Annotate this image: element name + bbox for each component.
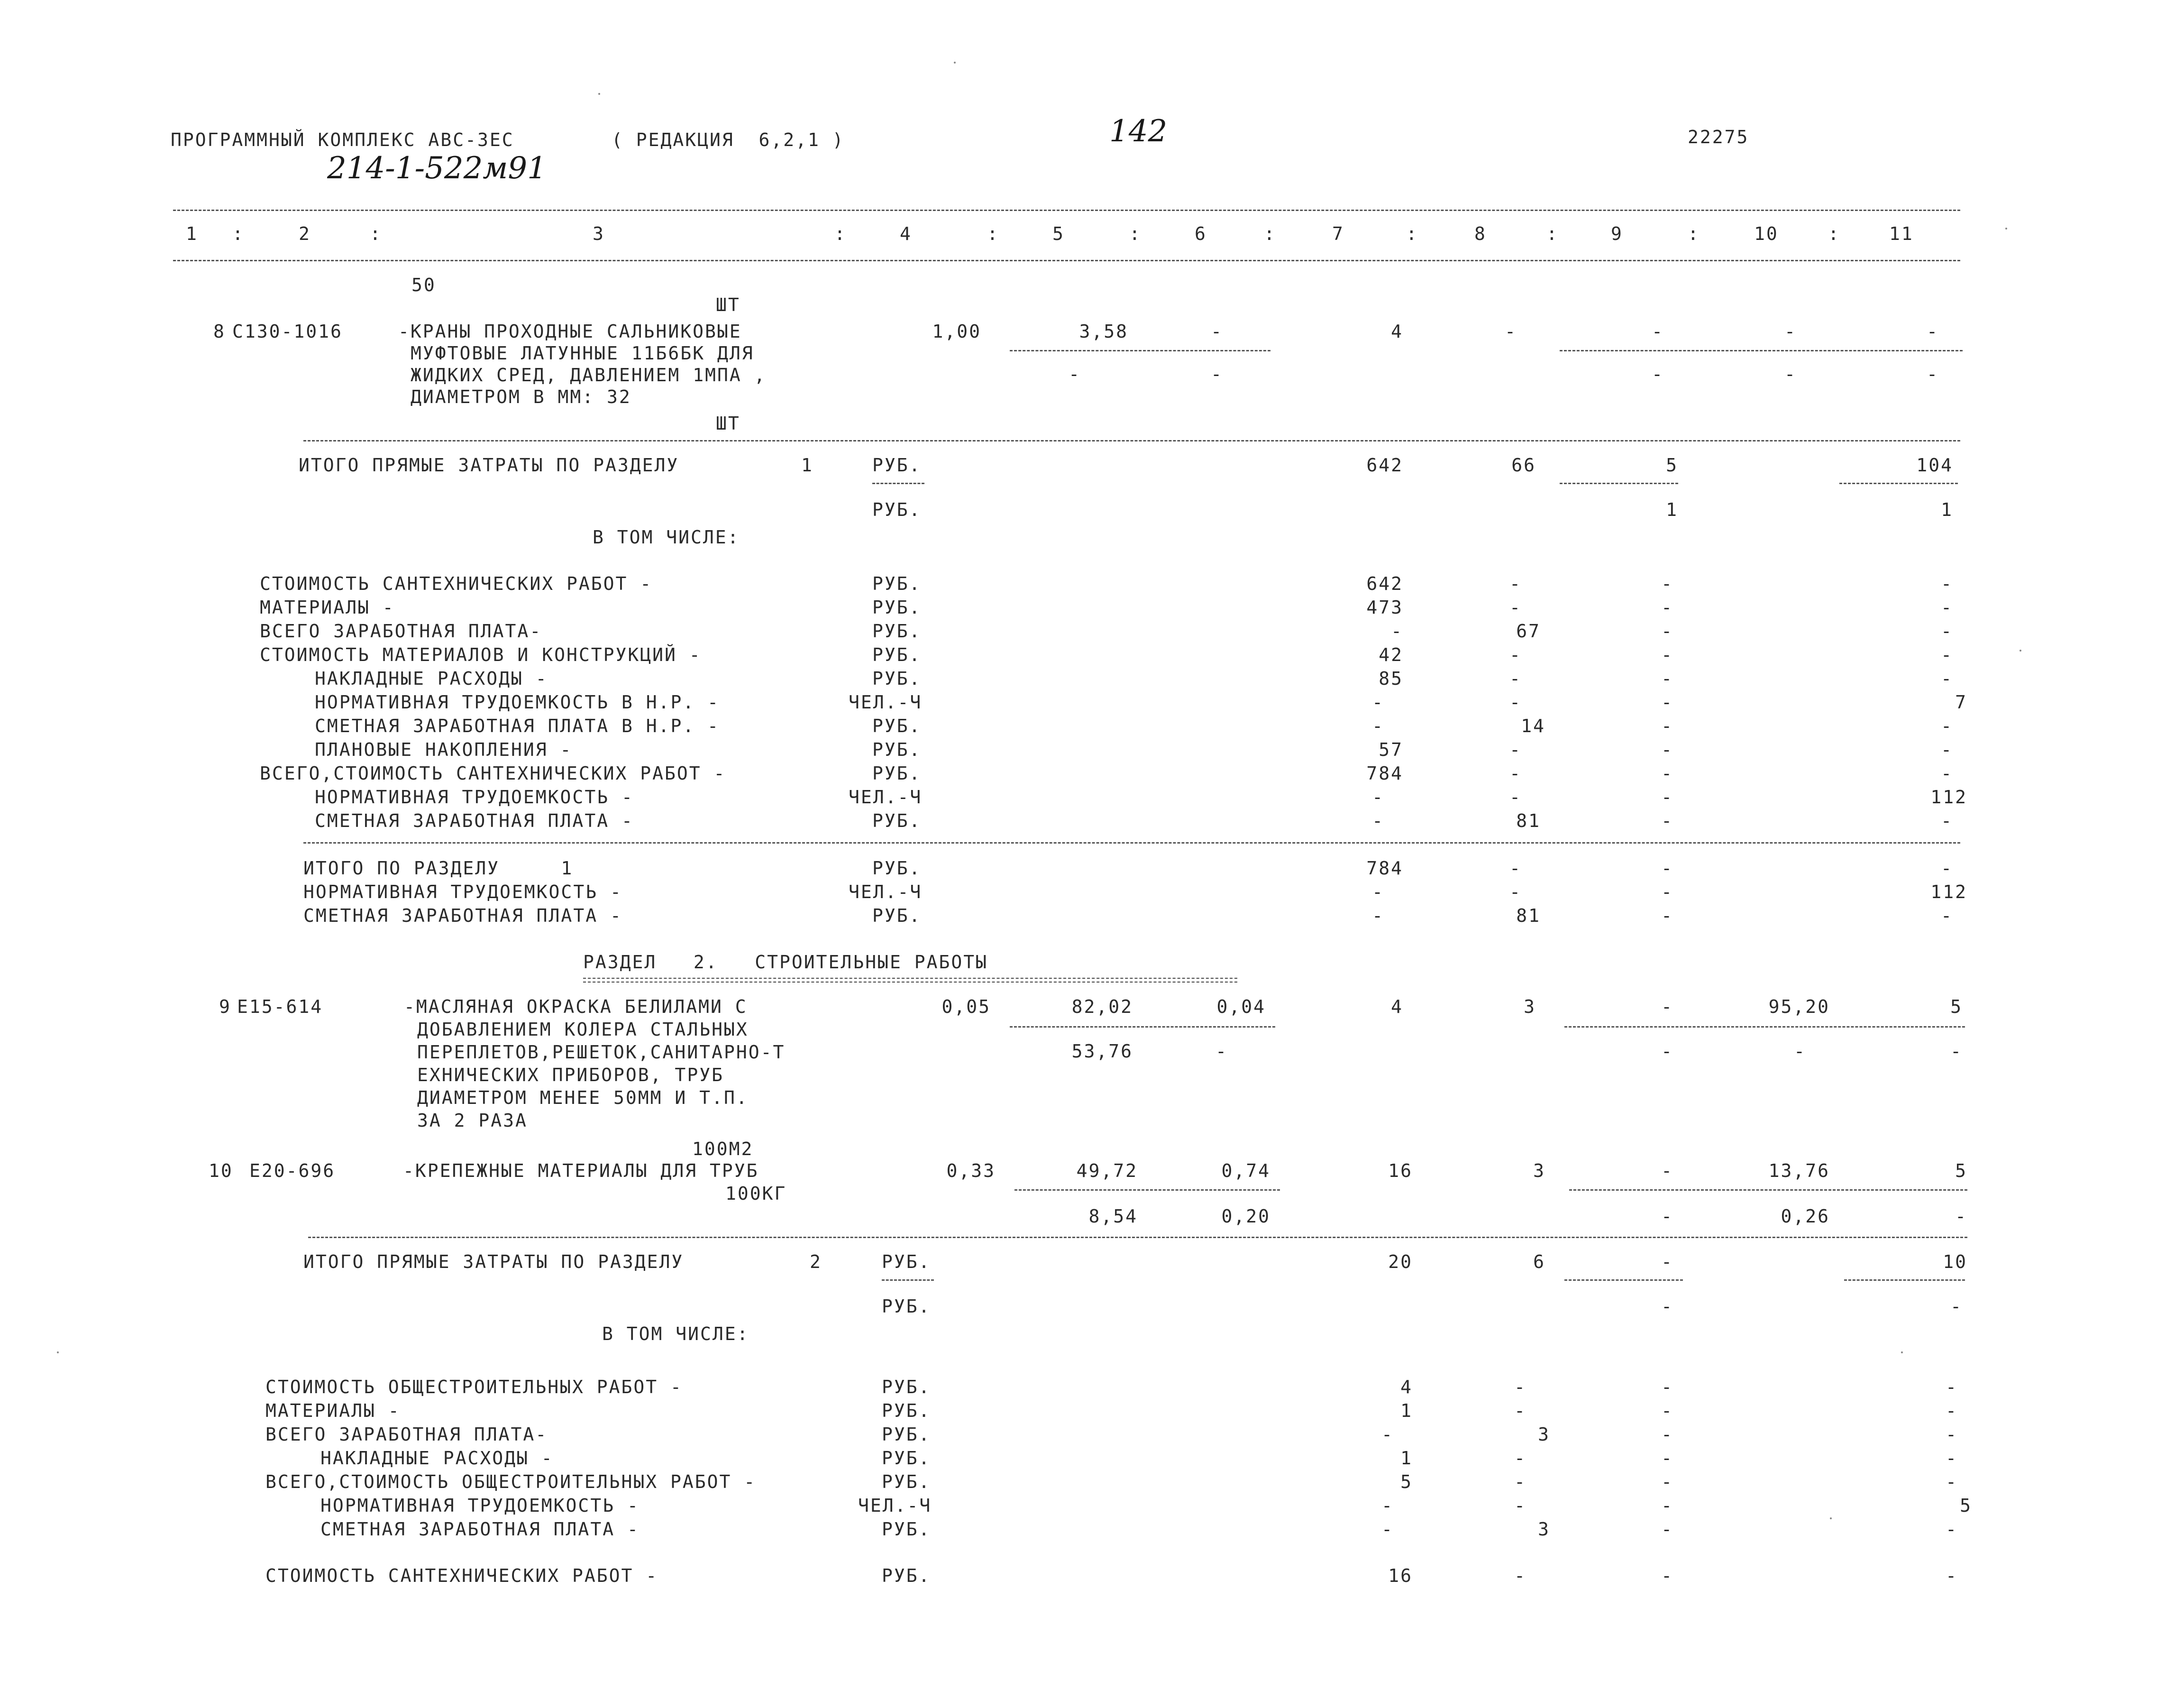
col-6: 6 [1195,223,1207,244]
row-c7: 784 [1366,858,1403,879]
row-c8: - [1514,1448,1526,1469]
row-label: СТОИМОСТЬ ОБЩЕСТРОИТЕЛЬНЫХ РАБОТ - [265,1377,683,1397]
item-desc-line: -КРАНЫ ПРОХОДНЫЕ САЛЬНИКОВЫЕ [398,321,742,342]
page-number: 142 [1109,114,1168,149]
row-c8: 67 [1516,621,1541,642]
row-c7: 85 [1379,668,1403,689]
total-unit: РУБ. [872,455,922,476]
total-c9b: 1 [1666,499,1678,520]
section-rule [308,1237,1967,1238]
item-c11: 5 [1950,996,1963,1017]
row-label: СТОИМОСТЬ МАТЕРИАЛОВ И КОНСТРУКЦИЙ - [260,644,702,665]
section-2-title: РАЗДЕЛ 2. СТРОИТЕЛЬНЫЕ РАБОТЫ [583,952,988,973]
row-c7: 16 [1388,1565,1413,1586]
item-row2-c5: 53,76 [1071,1041,1133,1062]
row-c9: - [1661,787,1673,808]
item-desc-line: -МАСЛЯНАЯ ОКРАСКА БЕЛИЛАМИ С [404,996,748,1017]
item-row2-c11: - [1955,1206,1967,1227]
item-qty: 0,33 [946,1160,996,1181]
item-desc-line: ПЕРЕПЛЕТОВ,РЕШЕТОК,САНИТАРНО-Т [417,1042,786,1063]
sub-rule [882,1279,934,1281]
item-price: 49,72 [1076,1160,1138,1181]
item-row2-c10: - [1794,1041,1806,1062]
row-c11: - [1941,716,1953,736]
total-c9b: - [1661,1296,1673,1317]
row-c7: - [1381,1424,1394,1445]
including-label: В ТОМ ЧИСЛЕ: [593,527,740,548]
row-c8: - [1509,573,1522,594]
row-unit: РУБ. [872,716,922,736]
item-row2-c5: 8,54 [1088,1206,1138,1227]
row-c9: - [1661,905,1673,926]
scan-speck [598,93,600,95]
sub-rule [1564,1026,1965,1028]
col-1: 1 [186,223,198,244]
col-10: 10 [1754,223,1779,244]
item-c6: - [1211,321,1223,342]
row-c11: 5 [1960,1495,1972,1516]
row-c11: 7 [1955,692,1967,713]
item-c9: - [1661,1160,1673,1181]
total-c9: - [1661,1251,1673,1272]
row-label: НАКЛАДНЫЕ РАСХОДЫ - [320,1448,554,1469]
row-c7: 1 [1400,1400,1413,1421]
scan-speck [1830,1517,1832,1519]
row-c7: 4 [1400,1377,1413,1397]
document-number: 22275 [1688,127,1749,147]
sub-rule [1560,350,1963,351]
sub-rule [1014,1189,1280,1191]
row-c7: - [1381,1495,1394,1516]
row-c11: - [1946,1400,1958,1421]
row-unit: РУБ. [882,1565,931,1586]
col-sep: : [232,223,245,244]
item-c7: 4 [1391,996,1403,1017]
row-c9: - [1661,692,1673,713]
row-c9: - [1661,716,1673,736]
row-c8: - [1514,1471,1526,1492]
col-9: 9 [1611,223,1623,244]
item-price: 3,58 [1079,321,1128,342]
row-label: ВСЕГО ЗАРАБОТНАЯ ПЛАТА- [265,1424,548,1445]
row-c11: - [1941,644,1953,665]
row-label: НОРМАТИВНАЯ ТРУДОЕМКОСТЬ В Н.Р. - [315,692,720,713]
item-desc-line: ЕХНИЧЕСКИХ ПРИБОРОВ, ТРУБ [417,1065,724,1085]
item-c8: - [1505,321,1517,342]
scan-speck [2020,650,2021,652]
item-row2-c6: - [1211,364,1223,385]
total-c11b: - [1950,1296,1963,1317]
program-title: ПРОГРАММНЫЙ КОМПЛЕКС АВС-3ЕС [171,129,514,150]
col-sep: : [1688,223,1700,244]
row-label: НОРМАТИВНАЯ ТРУДОЕМКОСТЬ - [320,1495,640,1516]
row-label: ПЛАНОВЫЕ НАКОПЛЕНИЯ - [315,739,573,760]
row-c9: - [1661,644,1673,665]
item-desc-line: ЗА 2 РАЗА [417,1110,528,1131]
col-2: 2 [299,223,311,244]
total-c7: 642 [1366,455,1403,476]
item-row2-c9: - [1652,364,1664,385]
item-row2-c5: - [1069,364,1081,385]
row-c7: - [1372,882,1384,902]
item-row2-c9: - [1661,1206,1673,1227]
total-unit-2: РУБ. [872,499,922,520]
item-c10: 95,20 [1768,996,1830,1017]
item-desc-line: ДИАМЕТРОМ МЕНЕЕ 50ММ И Т.П. [417,1087,749,1108]
row-c7: 642 [1366,573,1403,594]
sub-rule [1569,1189,1967,1191]
row-label: СТОИМОСТЬ САНТЕХНИЧЕСКИХ РАБОТ - [265,1565,658,1586]
row-c7: - [1372,810,1384,831]
row-unit: ЧЕЛ.-Ч [849,787,923,808]
section-rule [303,440,1960,441]
item-code: Е15-614 [237,996,323,1017]
row-c11: - [1941,621,1953,642]
sub-rule [1010,350,1270,351]
row-c9: - [1661,739,1673,760]
row-unit: РУБ. [872,644,922,665]
row-c8: - [1509,644,1522,665]
carry-unit: ШТ [716,294,740,315]
item-code: Е20-696 [249,1160,336,1181]
item-num: 10 [209,1160,233,1181]
row-c9: - [1661,1565,1673,1586]
col-sep: : [1828,223,1840,244]
scan-speck [954,62,956,64]
item-desc-line: ДОБАВЛЕНИЕМ КОЛЕРА СТАЛЬНЫХ [417,1019,749,1040]
row-c9: - [1661,1377,1673,1397]
row-label: СМЕТНАЯ ЗАРАБОТНАЯ ПЛАТА - [303,905,622,926]
total-unit: РУБ. [882,1251,931,1272]
col-5: 5 [1052,223,1065,244]
row-c8: - [1509,692,1522,713]
row-c11: - [1946,1377,1958,1397]
item-row2-c11: - [1927,364,1939,385]
row-c11: - [1941,597,1953,618]
row-unit: РУБ. [872,597,922,618]
row-label: НОРМАТИВНАЯ ТРУДОЕМКОСТЬ - [315,787,634,808]
header-rule-bottom [173,260,1960,261]
row-c11: - [1946,1519,1958,1540]
row-c9: - [1661,1495,1673,1516]
sub-rule [872,483,924,484]
row-unit: ЧЕЛ.-Ч [849,692,923,713]
row-c8: - [1509,882,1522,902]
row-c8: - [1514,1565,1526,1586]
row-c7: - [1381,1519,1394,1540]
item-c6: 0,04 [1216,996,1266,1017]
row-c9: - [1661,573,1673,594]
total-c11: 10 [1943,1251,1967,1272]
total-section-num: 2 [810,1251,822,1272]
row-unit: РУБ. [872,858,922,879]
col-4: 4 [900,223,912,244]
row-label: СМЕТНАЯ ЗАРАБОТНАЯ ПЛАТА В Н.Р. - [315,716,720,736]
sub-rule [1839,483,1958,484]
item-c11: - [1927,321,1939,342]
col-7: 7 [1332,223,1344,244]
row-c9: - [1661,882,1673,902]
item-c11: 5 [1955,1160,1967,1181]
total-c9: 5 [1666,455,1678,476]
row-c9: - [1661,763,1673,784]
row-c8: 81 [1516,810,1541,831]
sub-rule [1564,1279,1683,1281]
row-c8: - [1514,1400,1526,1421]
row-c9: - [1661,1424,1673,1445]
row-unit: ЧЕЛ.-Ч [849,882,923,902]
total-label: ИТОГО ПРЯМЫЕ ЗАТРАТЫ ПО РАЗДЕЛУ [299,455,679,476]
row-c9: - [1661,1400,1673,1421]
item-c7: 16 [1388,1160,1413,1181]
row-label: МАТЕРИАЛЫ - [260,597,395,618]
col-sep: : [1264,223,1276,244]
row-c8: - [1514,1377,1526,1397]
item-desc-line: ЖИДКИХ СРЕД, ДАВЛЕНИЕМ 1МПА , [411,365,767,386]
row-c7: 5 [1400,1471,1413,1492]
row-c8: - [1514,1495,1526,1516]
scan-speck [1901,1351,1903,1353]
item-desc-line: -КРЕПЕЖНЫЕ МАТЕРИАЛЫ ДЛЯ ТРУБ [403,1160,759,1181]
section-rule [303,842,1960,844]
item-row2-c6: 0,20 [1221,1206,1270,1227]
total-c8: 66 [1511,455,1536,476]
row-c8: 3 [1538,1424,1550,1445]
row-label: СМЕТНАЯ ЗАРАБОТНАЯ ПЛАТА - [315,810,634,831]
row-c7: - [1372,905,1384,926]
item-qty: 1,00 [932,321,981,342]
col-sep: : [1546,223,1559,244]
sub-rule [1010,1026,1275,1028]
item-c10: 13,76 [1768,1160,1830,1181]
item-unit: 100М2 [692,1139,754,1159]
row-label: СТОИМОСТЬ САНТЕХНИЧЕСКИХ РАБОТ - [260,573,653,594]
row-c9: - [1661,1448,1673,1469]
row-c11: - [1941,763,1953,784]
row-label: ВСЕГО,СТОИМОСТЬ САНТЕХНИЧЕСКИХ РАБОТ - [260,763,726,784]
row-c7: - [1391,621,1403,642]
row-label: СМЕТНАЯ ЗАРАБОТНАЯ ПЛАТА - [320,1519,640,1540]
item-c10: - [1784,321,1797,342]
total-section-num: 1 [801,455,813,476]
item-row2-c11: - [1950,1041,1963,1062]
total-c8: 6 [1533,1251,1545,1272]
col-8: 8 [1474,223,1487,244]
row-unit: РУБ. [872,810,922,831]
row-c8: 3 [1538,1519,1550,1540]
row-unit: РУБ. [872,573,922,594]
item-desc-line: ДИАМЕТРОМ В ММ: 32 [411,386,631,407]
row-unit: РУБ. [882,1448,931,1469]
row-unit: РУБ. [872,905,922,926]
item-c9: - [1661,996,1673,1017]
row-c11: - [1946,1471,1958,1492]
row-c8: - [1509,597,1522,618]
edition-label: ( РЕДАКЦИЯ 6,2,1 ) [612,129,845,150]
row-c8: 81 [1516,905,1541,926]
title-underline [583,978,1237,983]
sub-rule [1844,1279,1965,1281]
row-unit: РУБ. [882,1471,931,1492]
row-c11: 112 [1930,882,1967,902]
row-c9: - [1661,1519,1673,1540]
item-row2-c10: 0,26 [1781,1206,1830,1227]
row-unit: РУБ. [872,668,922,689]
row-unit: РУБ. [882,1519,931,1540]
row-unit: РУБ. [882,1424,931,1445]
row-c11: - [1946,1448,1958,1469]
item-row2-c9: - [1661,1041,1673,1062]
row-c7: 784 [1366,763,1403,784]
item-row2-c10: - [1784,364,1797,385]
row-c11: - [1946,1565,1958,1586]
row-c8: - [1509,858,1522,879]
row-c7: 1 [1400,1448,1413,1469]
handwritten-code: 214-1-522м91 [327,151,547,186]
row-unit: РУБ. [872,621,922,642]
item-desc-line: МУФТОВЫЕ ЛАТУННЫЕ 11Б6БК ДЛЯ [411,343,754,364]
item-c6: 0,74 [1221,1160,1270,1181]
header-rule-top [173,210,1960,211]
carry-number: 50 [411,275,436,295]
item-price: 82,02 [1071,996,1133,1017]
including-label: В ТОМ ЧИСЛЕ: [602,1323,749,1344]
row-c11: - [1941,858,1953,879]
row-c8: - [1509,739,1522,760]
row-label: ИТОГО ПО РАЗДЕЛУ 1 [303,858,574,879]
item-unit: 100КГ [725,1183,787,1204]
row-c7: 473 [1366,597,1403,618]
row-c7: - [1372,787,1384,808]
row-c7: 42 [1379,644,1403,665]
row-c11: - [1941,905,1953,926]
item-qty: 0,05 [941,996,991,1017]
total-c11: 104 [1916,455,1953,476]
row-c11: - [1941,739,1953,760]
row-c8: - [1509,787,1522,808]
total-label: ИТОГО ПРЯМЫЕ ЗАТРАТЫ ПО РАЗДЕЛУ [303,1251,684,1272]
item-num: 8 [213,321,226,342]
row-label: ВСЕГО,СТОИМОСТЬ ОБЩЕСТРОИТЕЛЬНЫХ РАБОТ - [265,1471,757,1492]
row-c7: - [1372,692,1384,713]
row-c8: - [1509,668,1522,689]
row-c9: - [1661,1471,1673,1492]
item-c8: 3 [1533,1160,1545,1181]
row-unit: РУБ. [872,763,922,784]
row-c9: - [1661,597,1673,618]
row-unit: РУБ. [872,739,922,760]
row-c9: - [1661,858,1673,879]
total-c7: 20 [1388,1251,1413,1272]
col-11: 11 [1889,223,1914,244]
row-c9: - [1661,621,1673,642]
row-c11: - [1941,573,1953,594]
item-c9: - [1652,321,1664,342]
scan-speck [2005,228,2007,230]
row-c7: - [1372,716,1384,736]
col-3: 3 [593,223,605,244]
item-c7: 4 [1391,321,1403,342]
row-c8: 14 [1521,716,1545,736]
item-num: 9 [219,996,231,1017]
col-sep: : [834,223,847,244]
row-label: НОРМАТИВНАЯ ТРУДОЕМКОСТЬ - [303,882,622,902]
row-unit: РУБ. [882,1400,931,1421]
row-c11: - [1941,668,1953,689]
row-c11: - [1941,810,1953,831]
item-unit: ШТ [716,413,740,434]
row-c8: - [1509,763,1522,784]
row-c9: - [1661,810,1673,831]
row-c7: 57 [1379,739,1403,760]
row-label: ВСЕГО ЗАРАБОТНАЯ ПЛАТА- [260,621,542,642]
row-unit: РУБ. [882,1377,931,1397]
row-c11: - [1946,1424,1958,1445]
row-unit: ЧЕЛ.-Ч [858,1495,932,1516]
item-c8: 3 [1524,996,1536,1017]
total-unit-2: РУБ. [882,1296,931,1317]
col-sep: : [1129,223,1142,244]
col-sep: : [1406,223,1418,244]
sub-rule [1560,483,1678,484]
row-label: МАТЕРИАЛЫ - [265,1400,401,1421]
item-code: С130-1016 [232,321,343,342]
row-c11: 112 [1930,787,1967,808]
col-sep: : [370,223,382,244]
total-c11b: 1 [1941,499,1953,520]
col-sep: : [987,223,999,244]
row-c9: - [1661,668,1673,689]
scan-speck [57,1351,59,1353]
item-row2-c6: - [1215,1041,1228,1062]
row-label: НАКЛАДНЫЕ РАСХОДЫ - [315,668,548,689]
